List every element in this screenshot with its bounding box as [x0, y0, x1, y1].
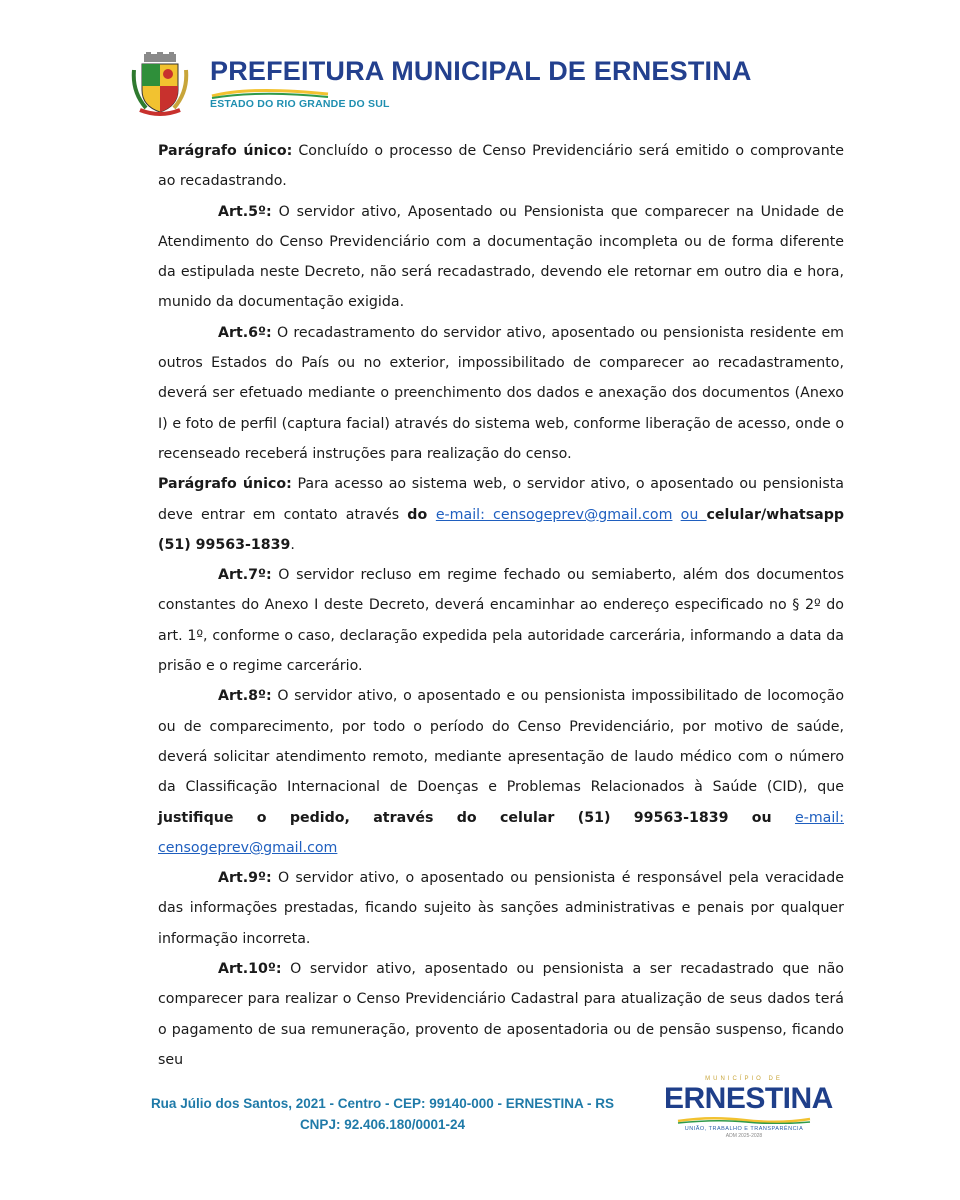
paragraph-text: Concluído o processo de Censo Previdenciário será emitido o comprovante ao recadastrando.	[158, 143, 844, 190]
municipal-coat-of-arms-icon	[130, 52, 190, 118]
article-label: Art.9º:	[218, 870, 272, 887]
bold-text: do	[407, 506, 436, 523]
paragraph-unico-2	[158, 469, 844, 560]
decree-body	[158, 136, 844, 1075]
org-state: ESTADO DO RIO GRANDE DO SUL	[210, 98, 390, 110]
article-6	[158, 318, 844, 469]
bold-text: justifique o pedido, através do celular (51) 99563-1839 ou	[158, 809, 795, 826]
letterhead	[130, 50, 830, 120]
article-label: Art.10º:	[218, 961, 282, 978]
logo-wordmark: ERNESTINA	[664, 1082, 833, 1115]
logo-years: ADM 2025-2028	[725, 1133, 763, 1139]
article-label: Art.7º:	[218, 567, 272, 584]
period: .	[290, 536, 295, 553]
article-8	[158, 681, 844, 863]
email-link[interactable]: e-mail: censogeprev@gmail.com	[435, 506, 673, 523]
ernestina-logo	[664, 1076, 833, 1144]
ou-link[interactable]: ou	[680, 506, 707, 523]
article-text: O servidor ativo, Aposentado ou Pensionista que comparecer na Unidade de Atendimento do Censo Previdenciário com a documentação incompleta ou de forma diferente da estipulada neste Decreto, não será recadastrado, devendo ele retornar em outro dia e hora, munido da documentação exigida.	[158, 203, 844, 311]
article-7	[158, 560, 844, 681]
logo-slogan: UNIÃO, TRABALHO E TRANSPARÊNCIA	[684, 1126, 804, 1132]
article-text: O servidor ativo, o aposentado ou pensionista é responsável pela veracidade das informações prestadas, ficando sujeito às sanções administrativas e penais por qualquer informação incorreta.	[158, 870, 844, 947]
article-10	[158, 954, 844, 1075]
article-text: O recadastramento do servidor ativo, aposentado ou pensionista residente em outros Estados do País ou no exterior, impossibilitado de comparecer ao recadastramento, deverá ser efetuado mediante o preenchimento dos dados e anexação dos documentos (Anexo I) e foto de perfil (captura facial) através do sistema web, conforme liberação de acesso, onde o recenseado receberá instruções para realização do censo.	[158, 324, 844, 462]
article-label: Art.5º:	[218, 203, 272, 220]
footer-address-block	[110, 1093, 655, 1135]
phone-number: celular/whatsapp (51) 99563-1839	[158, 506, 845, 553]
footer-address: Rua Júlio dos Santos, 2021 - Centro - CEP: 99140-000 - ERNESTINA - RS	[150, 1096, 615, 1111]
article-text: O servidor ativo, o aposentado e ou pensionista impossibilitado de locomoção ou de comparecimento, por todo o período do Censo Previdenciário, por motivo de saúde, deverá solicitar atendimento remoto, mediante apresentação de laudo médico com o número da Classificação Internacional de Doenças e Problemas Relacionados à Saúde (CID), que	[158, 688, 844, 796]
article-label: Art.6º:	[218, 324, 272, 341]
email-link[interactable]: e-mail: censogeprev@gmail.com	[158, 809, 844, 856]
article-text: O servidor recluso em regime fechado ou semiaberto, além dos documentos constantes do Anexo I deste Decreto, deverá encaminhar ao endereço especificado no § 2º do art. 1º, conforme o caso, declaração expedida pela autoridade carcerária, informando a data da prisão e o regime carcerário.	[158, 567, 844, 675]
space	[672, 507, 680, 523]
logo-municipio: MUNICÍPIO DE	[705, 1076, 783, 1082]
article-text: O servidor ativo, aposentado ou pensionista a ser recadastrado que não comparecer para realizar o Censo Previdenciário Cadastral para atualização de seus dados terá o pagamento de sua remuneração, provento de aposentadoria ou de pensão suspenso, ficando seu	[158, 961, 844, 1068]
article-label: Art.8º:	[218, 688, 272, 705]
article-5	[158, 197, 844, 318]
paragraph-label: Parágrafo único:	[158, 476, 292, 493]
footer-cnpj: CNPJ: 92.406.180/0001-24	[299, 1117, 466, 1132]
paragraph-label: Parágrafo único:	[158, 143, 293, 159]
paragraph-text: Para acesso ao sistema web, o servidor ativo, o aposentado ou pensionista deve entrar em contato através	[158, 476, 844, 523]
paragraph-unico-1	[158, 136, 844, 197]
article-9	[158, 863, 844, 954]
org-name: PREFEITURA MUNICIPAL DE ERNESTINA	[210, 56, 752, 86]
logo-wave-icon	[676, 1116, 812, 1124]
